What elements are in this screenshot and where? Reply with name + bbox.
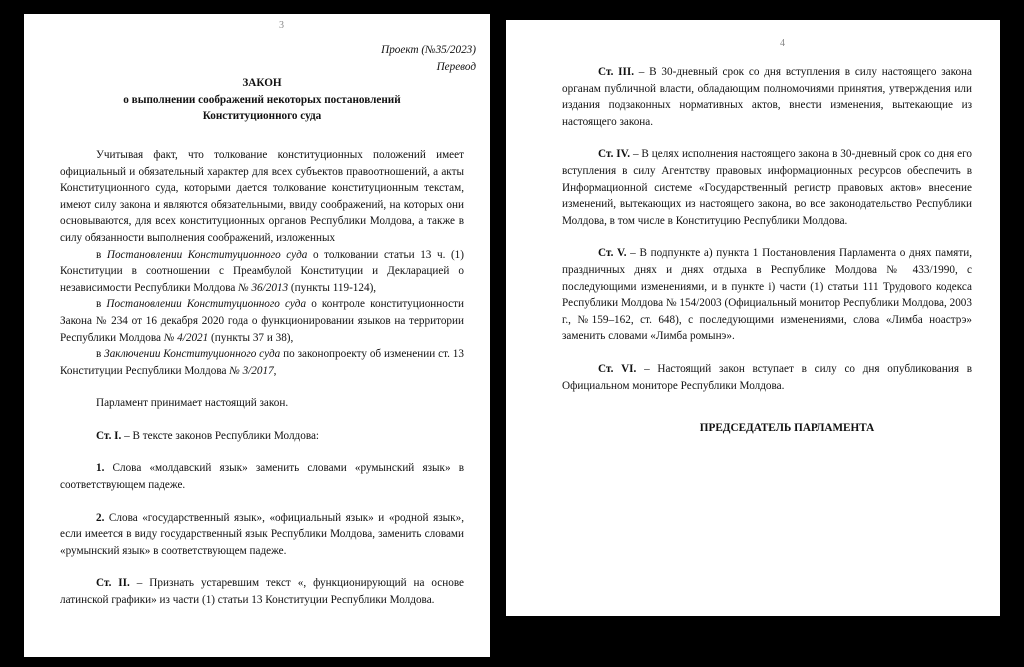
page-number: 4 [780, 38, 785, 49]
adoption-statement: Парламент принимает настоящий закон. [96, 397, 289, 410]
reference-paragraph-3: в Заключении Конституционного суда по законопроекту об изменении ст. 13 Конституции Республики Молдова № 3/2017, [60, 348, 464, 377]
translation-note: Перевод [436, 60, 476, 73]
article-2: Ст. II. – Признать устаревшим текст «, функционирующий на основе латинской графики» из части (1) статьи 13 Конституции Республики Молдова. [60, 577, 464, 607]
signature-line: ПРЕДСЕДАТЕЛЬ ПАРЛАМЕНТА [699, 422, 875, 435]
page-content [60, 42, 476, 609]
article-1: Ст. I. – В тексте законов Республики Молдова: [96, 429, 320, 442]
article-3: Ст. III. – В 30-дневный срок со дня вступления в силу настоящего закона органам публичной власти, обладающим полномочиями принятия, утверждения или издания подзаконных нормативных актов, внести изменения, вытекающие из настоящего закона. [562, 66, 972, 128]
article-4: Ст. IV. – В целях исполнения настоящего закона в 30-дневный срок со дня его вступления в силу Агентству правовых информационных ресурсов обеспечить в Информационной системе «Государственный регистр правовых актов» внесение изменений, вытекающих из настоящего закона, во все законодательство Республики Молдова, в том числе в Конституцию Республики Молдова. [562, 148, 973, 227]
law-subtitle-line2: Конституционного суда [202, 110, 322, 123]
article-1-item-1: 1. Слова «молдавский язык» заменить словами «румынский язык» в соответствующем падеже. [60, 462, 464, 492]
page-content [562, 64, 972, 437]
project-number: Проект (№35/2023) [381, 44, 476, 56]
preamble-paragraph: Учитывая факт, что толкование конституционных положений имеет официальный и обязательный характер для всех субъектов правоотношений, а акты Конституционного суда, которыми дается толкование конституционным текстам, имеют силу закона и являются обязательными, ввиду соображений, на которых они основываются, для всех конституционных органов Республики Молдова, а также в силу обязанности выполнения соображений, изложенных [60, 148, 464, 244]
article-1-item-2: 2. Слова «государственный язык», «официальный язык» и «родной язык», если имеется в виду государственный язык Республики Молдова, заменить словами «румынский язык» в соответствующем падеже. [60, 511, 464, 557]
law-title: ЗАКОН [242, 77, 282, 90]
document-page-right [506, 20, 1000, 616]
page-number: 3 [279, 20, 284, 31]
article-5: Ст. V. – В подпункте а) пункта 1 Постановления Парламента о днях памяти, праздничных днях и днях отдыха в Республике Молдова № 433/1990, с последующими изменениями, и в пункте i) части (1) статьи 111 Трудового кодекса Республики Молдова № 154/2003 (Официальный монитор Республики Молдова, 2003 г., №159–162, ст. 648), с последующими изменениями, слова «Лимба ноастрэ» заменить словами «Лимба ромынэ». [562, 247, 972, 343]
reference-paragraph-2: в Постановлении Конституционного суда о контроле конституционности Закона № 234 от 16 декабря 2020 года о функционировании языков на территории Республики Молдова № 4/2021 (пункты 37 и 38), [60, 298, 464, 344]
law-subtitle-line1: о выполнении соображений некоторых постановлений [123, 93, 401, 106]
article-6: Ст. VI. – Настоящий закон вступает в силу со дня опубликования в Официальном мониторе Республики Молдова. [562, 362, 972, 392]
reference-paragraph-1: в Постановлении Конституционного суда о толковании статьи 13 ч. (1) Конституции в соотношении с Преамбулой Конституции и Декларацией о независимости Республики Молдова № 36/2013 (пункты 119-124), [60, 248, 464, 294]
document-page-left [24, 14, 490, 657]
